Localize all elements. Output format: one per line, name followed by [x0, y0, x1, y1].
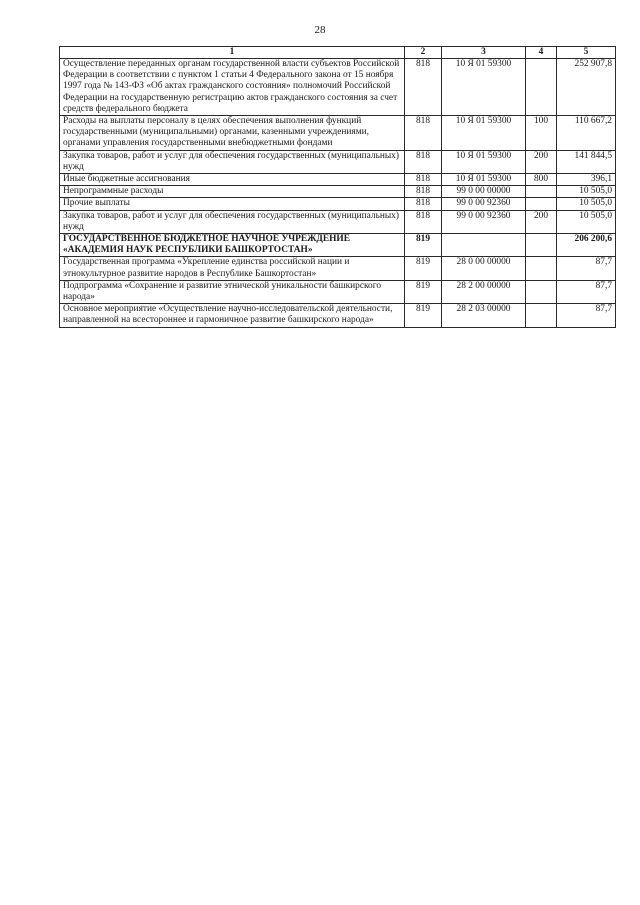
row-code-cell: 819 — [405, 304, 442, 327]
row-name-cell: Иные бюджетные ассигнования — [60, 174, 405, 186]
header-row — [60, 47, 616, 59]
row-expense-type-cell: 200 — [526, 150, 557, 173]
row-amount-cell: 396,1 — [557, 174, 616, 186]
row-amount-cell: 206 200,6 — [557, 234, 616, 257]
table-row — [60, 257, 616, 280]
table-body — [60, 59, 616, 328]
row-amount-cell: 10 505,0 — [557, 198, 616, 210]
row-name-cell: Осуществление переданных органам государственной власти субъектов Российской Федерации в соответствии с пунктом 1 статьи 4 Федерального закона от 15 ноября 1997 года № 143-ФЗ «Об актах гражданского состояния» полномочий Российской Федерации на государственную регистрацию актов гражданского состояния за счет средств федерального бюджета — [60, 59, 405, 116]
row-expense-type-cell — [526, 186, 557, 198]
row-expense-type-cell — [526, 234, 557, 257]
row-expense-type-cell — [526, 304, 557, 327]
row-expense-type-cell — [526, 59, 557, 116]
row-expense-type-cell: 800 — [526, 174, 557, 186]
row-code-cell: 818 — [405, 59, 442, 116]
row-code-cell: 818 — [405, 198, 442, 210]
row-code-cell: 818 — [405, 150, 442, 173]
row-target-article-cell: 99 0 00 92360 — [442, 210, 526, 233]
row-target-article-cell: 10 Я 01 59300 — [442, 116, 526, 151]
table-row — [60, 174, 616, 186]
page-number: 28 — [314, 24, 326, 36]
row-amount-cell: 87,7 — [557, 257, 616, 280]
row-amount-cell: 87,7 — [557, 280, 616, 303]
row-target-article-cell: 28 0 00 00000 — [442, 257, 526, 280]
table-row — [60, 150, 616, 173]
table-row — [60, 59, 616, 116]
row-name-cell: Прочие выплаты — [60, 198, 405, 210]
row-expense-type-cell: 100 — [526, 116, 557, 151]
header-col-1: 1 — [60, 47, 405, 59]
row-target-article-cell: 99 0 00 00000 — [442, 186, 526, 198]
row-code-cell: 819 — [405, 234, 442, 257]
row-code-cell: 818 — [405, 186, 442, 198]
row-target-article-cell: 10 Я 01 59300 — [442, 59, 526, 116]
budget-table — [59, 46, 616, 328]
table-row — [60, 210, 616, 233]
header-col-2: 2 — [405, 47, 442, 59]
table-row — [60, 280, 616, 303]
row-code-cell: 818 — [405, 116, 442, 151]
table-row — [60, 234, 616, 257]
row-target-article-cell: 28 2 03 00000 — [442, 304, 526, 327]
row-amount-cell: 10 505,0 — [557, 186, 616, 198]
row-expense-type-cell: 200 — [526, 210, 557, 233]
header-col-4: 4 — [526, 47, 557, 59]
row-target-article-cell: 28 2 00 00000 — [442, 280, 526, 303]
row-name-cell: Непрограммные расходы — [60, 186, 405, 198]
row-expense-type-cell — [526, 257, 557, 280]
row-amount-cell: 141 844,5 — [557, 150, 616, 173]
row-name-cell: Основное мероприятие «Осуществление научно-исследовательской деятельности, направленной на всестороннее и гармоничное развитие башкирского народа» — [60, 304, 405, 327]
table-row — [60, 304, 616, 327]
row-name-cell: Государственная программа «Укрепление единства российской нации и этнокультурное развитие народов в Республике Башкортостан» — [60, 257, 405, 280]
row-name-cell: Расходы на выплаты персоналу в целях обеспечения выполнения функций государственными (муниципальными) органами, казенными учреждениями, органами управления государственными внебюджетными фондами — [60, 116, 405, 151]
row-name-cell: ГОСУДАРСТВЕННОЕ БЮДЖЕТНОЕ НАУЧНОЕ УЧРЕЖДЕНИЕ «АКАДЕМИЯ НАУК РЕСПУБЛИКИ БАШКОРТОСТАН» — [60, 234, 405, 257]
row-code-cell: 819 — [405, 257, 442, 280]
table-row — [60, 186, 616, 198]
row-name-cell: Подпрограмма «Сохранение и развитие этнической уникальности башкирского народа» — [60, 280, 405, 303]
row-target-article-cell: 10 Я 01 59300 — [442, 150, 526, 173]
row-amount-cell: 87,7 — [557, 304, 616, 327]
table-row — [60, 116, 616, 151]
row-target-article-cell: 10 Я 01 59300 — [442, 174, 526, 186]
row-code-cell: 818 — [405, 210, 442, 233]
row-amount-cell: 10 505,0 — [557, 210, 616, 233]
row-amount-cell: 110 667,2 — [557, 116, 616, 151]
row-expense-type-cell — [526, 280, 557, 303]
row-target-article-cell — [442, 234, 526, 257]
row-amount-cell: 252 907,8 — [557, 59, 616, 116]
header-col-5: 5 — [557, 47, 616, 59]
row-name-cell: Закупка товаров, работ и услуг для обеспечения государственных (муниципальных) нужд — [60, 210, 405, 233]
row-name-cell: Закупка товаров, работ и услуг для обеспечения государственных (муниципальных) нужд — [60, 150, 405, 173]
row-target-article-cell: 99 0 00 92360 — [442, 198, 526, 210]
row-expense-type-cell — [526, 198, 557, 210]
table-row — [60, 198, 616, 210]
row-code-cell: 818 — [405, 174, 442, 186]
row-code-cell: 819 — [405, 280, 442, 303]
header-col-3: 3 — [442, 47, 526, 59]
